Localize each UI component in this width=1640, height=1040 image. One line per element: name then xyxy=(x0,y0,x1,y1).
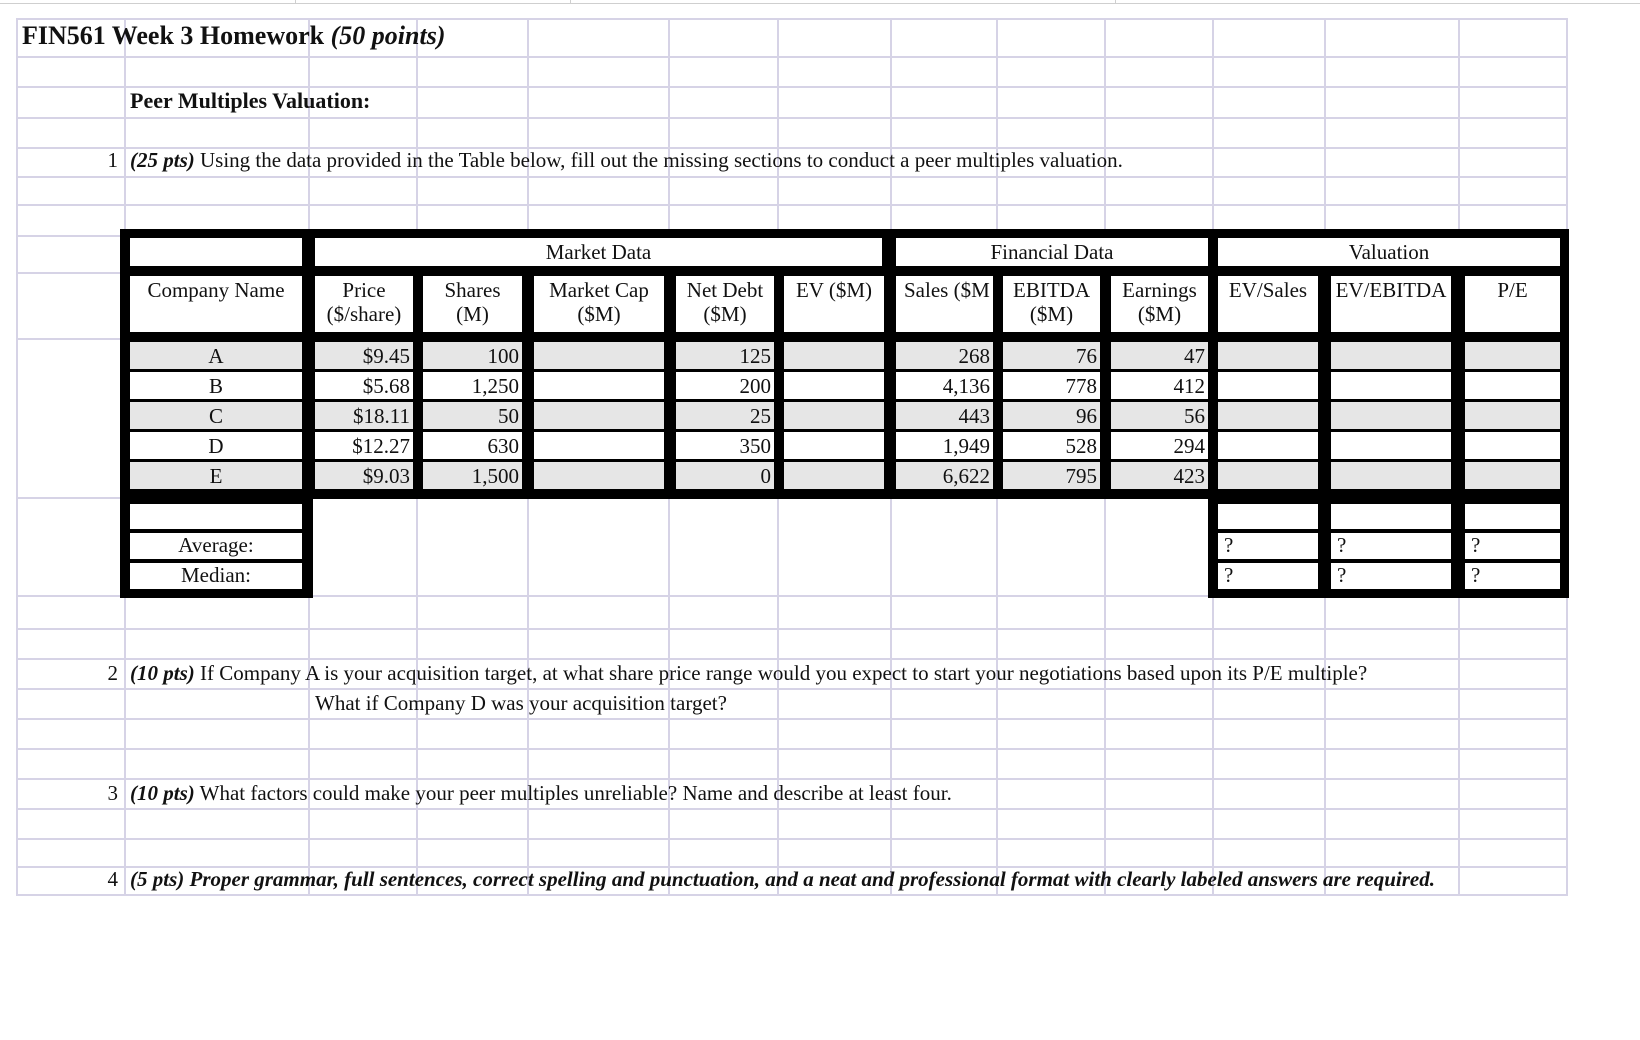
question-text-continued: What if Company D was your acquisition target? xyxy=(315,691,727,715)
company-cell: A xyxy=(130,342,302,369)
sales-cell: 1,949 xyxy=(896,432,993,459)
ebitda-cell: 795 xyxy=(1003,462,1100,489)
ev-sales-cell xyxy=(1218,462,1318,489)
ebitda-cell: 96 xyxy=(1003,402,1100,429)
summary-spacer-cell xyxy=(1465,504,1560,529)
company-cell: B xyxy=(130,372,302,399)
col-header-price: Price ($/share) xyxy=(315,276,413,332)
earnings-cell: 294 xyxy=(1111,432,1208,459)
question-text: What factors could make your peer multiples unreliable? Name and describe at least four. xyxy=(199,781,952,805)
question-number: 1 xyxy=(107,148,118,172)
netdebt-cell: 0 xyxy=(676,462,774,489)
question-points: (25 pts) xyxy=(130,148,195,172)
question-points: (10 pts) xyxy=(130,781,195,805)
section-heading: Peer Multiples Valuation: xyxy=(130,88,371,113)
ev-sales-cell xyxy=(1218,432,1318,459)
summary-spacer-cell xyxy=(1331,504,1451,529)
median-ev-sales: ? xyxy=(1218,563,1318,589)
ebitda-cell: 76 xyxy=(1003,342,1100,369)
question-number: 4 xyxy=(107,867,118,891)
ev-ebitda-cell xyxy=(1331,342,1451,369)
sales-cell: 4,136 xyxy=(896,372,993,399)
group-header-blank xyxy=(130,238,302,266)
market-cap-cell xyxy=(534,402,664,429)
ev-ebitda-cell xyxy=(1331,432,1451,459)
earnings-cell: 47 xyxy=(1111,342,1208,369)
median-ev-ebitda: ? xyxy=(1331,563,1451,589)
question-points: (5 pts) xyxy=(130,867,185,891)
question-number: 3 xyxy=(107,781,118,805)
question-points: (10 pts) xyxy=(130,661,195,685)
group-header-valuation: Valuation xyxy=(1218,238,1560,266)
ev-cell xyxy=(784,402,884,429)
market-cap-cell xyxy=(534,432,664,459)
summary-spacer-cell xyxy=(1218,504,1318,529)
pe-cell xyxy=(1465,342,1560,369)
col-header-ebitda: EBITDA ($M) xyxy=(1003,276,1100,332)
shares-cell: 100 xyxy=(423,342,522,369)
col-header-ev-sales: EV/Sales xyxy=(1218,276,1318,332)
ev-cell xyxy=(784,462,884,489)
ev-cell xyxy=(784,372,884,399)
ev-sales-cell xyxy=(1218,372,1318,399)
sales-cell: 268 xyxy=(896,342,993,369)
ebitda-cell: 528 xyxy=(1003,432,1100,459)
ev-ebitda-cell xyxy=(1331,402,1451,429)
col-header-ev-ebitda: EV/EBITDA xyxy=(1331,276,1451,332)
question-text: Using the data provided in the Table below, fill out the missing sections to conduct a peer multiples valuation. xyxy=(200,148,1123,172)
col-header-ev: EV ($M) xyxy=(784,276,884,332)
median-label: Median: xyxy=(130,563,302,589)
col-header-net-debt: Net Debt ($M) xyxy=(676,276,774,332)
netdebt-cell: 125 xyxy=(676,342,774,369)
col-header-earnings: Earnings ($M) xyxy=(1111,276,1208,332)
sales-cell: 6,622 xyxy=(896,462,993,489)
pe-cell xyxy=(1465,372,1560,399)
price-cell: $12.27 xyxy=(315,432,413,459)
price-cell: $5.68 xyxy=(315,372,413,399)
title-text: FIN561 Week 3 Homework xyxy=(22,21,325,50)
page-title xyxy=(22,21,446,50)
company-cell: C xyxy=(130,402,302,429)
col-header-pe: P/E xyxy=(1465,276,1560,332)
earnings-cell: 423 xyxy=(1111,462,1208,489)
col-header-shares: Shares (M) xyxy=(423,276,522,332)
question-text: Proper grammar, full sentences, correct spelling and punctuation, and a neat and professional format with clearly labeled answers are required. xyxy=(189,867,1435,891)
company-cell: D xyxy=(130,432,302,459)
col-header-market-cap: Market Cap ($M) xyxy=(534,276,664,332)
average-label: Average: xyxy=(130,533,302,559)
ev-sales-cell xyxy=(1218,402,1318,429)
toolbar-edge xyxy=(0,0,1640,4)
ebitda-cell: 778 xyxy=(1003,372,1100,399)
col-header-sales: Sales ($M xyxy=(896,276,993,332)
question-text: If Company A is your acquisition target, at what share price range would you expect to start your negotiations based upon its P/E multiple? xyxy=(200,661,1368,685)
price-cell: $18.11 xyxy=(315,402,413,429)
group-header-financial: Financial Data xyxy=(896,238,1208,266)
question-number: 2 xyxy=(107,661,118,685)
median-pe: ? xyxy=(1465,563,1560,589)
shares-cell: 1,500 xyxy=(423,462,522,489)
average-ev-sales: ? xyxy=(1218,533,1318,559)
company-cell: E xyxy=(130,462,302,489)
pe-cell xyxy=(1465,432,1560,459)
shares-cell: 630 xyxy=(423,432,522,459)
ev-sales-cell xyxy=(1218,342,1318,369)
average-ev-ebitda: ? xyxy=(1331,533,1451,559)
ev-ebitda-cell xyxy=(1331,462,1451,489)
title-points: (50 points) xyxy=(330,21,446,50)
shares-cell: 1,250 xyxy=(423,372,522,399)
price-cell: $9.03 xyxy=(315,462,413,489)
market-cap-cell xyxy=(534,342,664,369)
ev-ebitda-cell xyxy=(1331,372,1451,399)
group-header-market: Market Data xyxy=(315,238,882,266)
earnings-cell: 56 xyxy=(1111,402,1208,429)
ev-cell xyxy=(784,432,884,459)
summary-spacer-cell xyxy=(130,504,302,529)
netdebt-cell: 350 xyxy=(676,432,774,459)
shares-cell: 50 xyxy=(423,402,522,429)
netdebt-cell: 25 xyxy=(676,402,774,429)
netdebt-cell: 200 xyxy=(676,372,774,399)
pe-cell xyxy=(1465,462,1560,489)
ev-cell xyxy=(784,342,884,369)
pe-cell xyxy=(1465,402,1560,429)
market-cap-cell xyxy=(534,372,664,399)
average-pe: ? xyxy=(1465,533,1560,559)
earnings-cell: 412 xyxy=(1111,372,1208,399)
col-header-company: Company Name xyxy=(130,276,302,332)
market-cap-cell xyxy=(534,462,664,489)
price-cell: $9.45 xyxy=(315,342,413,369)
sales-cell: 443 xyxy=(896,402,993,429)
